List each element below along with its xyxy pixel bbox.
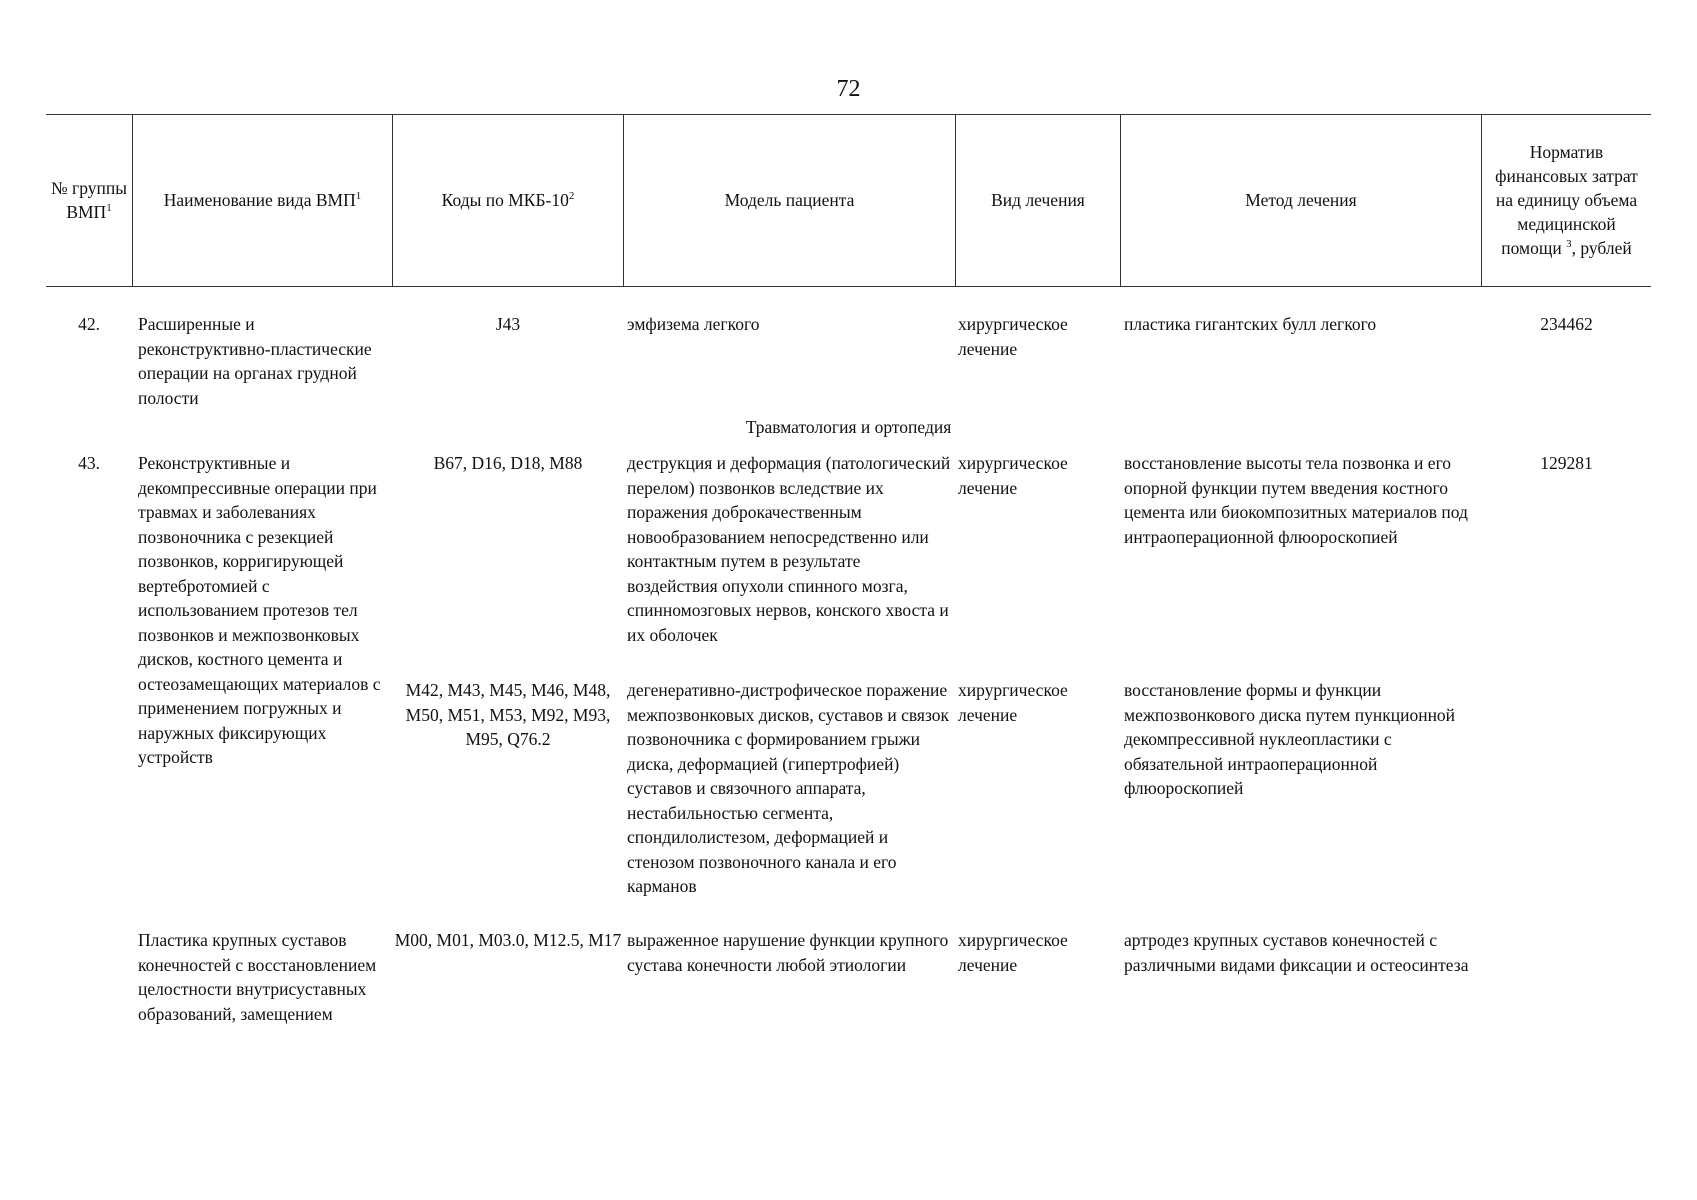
vmp-name-cell: Расширенные и реконструктивно-пластические операции на органах грудной полости (138, 314, 372, 408)
page-number: 72 (836, 76, 861, 102)
treatment-method-cell: восстановление высоты тела позвонка и его опорной функции путем введения костного цемента или биокомпозитных материалов под интраоперационной флюороскопией (1124, 453, 1468, 547)
icd-codes-cell: M00, M01, M03.0, M12.5, M17 (394, 930, 622, 950)
header-cost-norm: Норматив финансовых затрат на единицу объема медицинской помощи $^3$, рублей (1495, 142, 1638, 258)
patient-model-cell: дегенеративно-дистрофическое поражение межпозвонковых дисков, суставов и связок позвоночника с формированием грыжи диска, деформацией (гипертрофией) суставов и связочного аппарата, нестабильностью сегмента, спондилолистезом, деформацией и стенозом позвоночного канала и его карманов (627, 680, 950, 896)
treatment-type-cell: хирургическое лечение (958, 314, 1068, 359)
vmp-name-cell: Пластика крупных суставов конечностей с восстановлением целостности внутрисуставных образований, замещением (138, 930, 377, 1024)
treatment-method-cell: пластика гигантских булл легкого (1124, 314, 1377, 334)
treatment-type-cell: хирургическое лечение (958, 930, 1068, 975)
icd-codes-cell: B67, D16, D18, M88 (433, 453, 583, 473)
header-treatment-method: Метод лечения (1245, 190, 1357, 210)
cost-cell: 234462 (1540, 314, 1593, 334)
header-patient-model: Модель пациента (724, 190, 855, 210)
patient-model-cell: выраженное нарушение функции крупного сустава конечности любой этиологии (627, 930, 949, 975)
treatment-type-cell: хирургическое лечение (958, 680, 1068, 725)
row-number: 43. (78, 453, 100, 473)
patient-model-cell: эмфизема легкого (627, 314, 760, 334)
treatment-method-cell: восстановление формы и функции межпозвонкового диска путем пункционной декомпрессивной нуклеопластики с обязательной интраоперационной флюороскопией (1124, 680, 1456, 798)
header-group-number: № группы ВМП$^1$ (50, 178, 127, 222)
treatment-type-cell: хирургическое лечение (958, 453, 1068, 498)
vmp-name-cell: Реконструктивные и декомпрессивные операции при травмах и заболеваниях позвоночника с резекцией позвонков, корригирующей вертебротомией с использованием протезов тел позвонков и межпозвонковых дисков, костного цемента и остеозамещающих материалов с применением погружных и наружных фиксирующих устройств (138, 453, 381, 767)
cost-cell: 129281 (1540, 453, 1593, 473)
patient-model-cell: деструкция и деформация (патологический перелом) позвонков вследствие их поражения доброкачественным новообразованием непосредственно или контактным путем в результате воздействия опухоли спинного мозга, спинномозговых нервов, конского хвоста и их оболочек (627, 453, 951, 645)
row-number: 42. (78, 314, 100, 334)
treatment-method-cell: артродез крупных суставов конечностей с различными видами фиксации и остеосинтеза (1124, 930, 1469, 975)
header-icd-codes: Коды по МКБ-$10^2$ (441, 190, 575, 210)
icd-codes-cell: M42, M43, M45, M46, M48, M50, M51, M53, M92, M93, M95, Q76.2 (405, 680, 611, 749)
header-vmp-name: Наименование вида ВМП$^1$ (163, 190, 362, 210)
icd-codes-cell: J43 (495, 314, 521, 334)
section-title: Травматология и ортопедия (745, 417, 952, 437)
table-header-bottom-border (46, 286, 1651, 287)
header-treatment-type: Вид лечения (991, 190, 1085, 210)
